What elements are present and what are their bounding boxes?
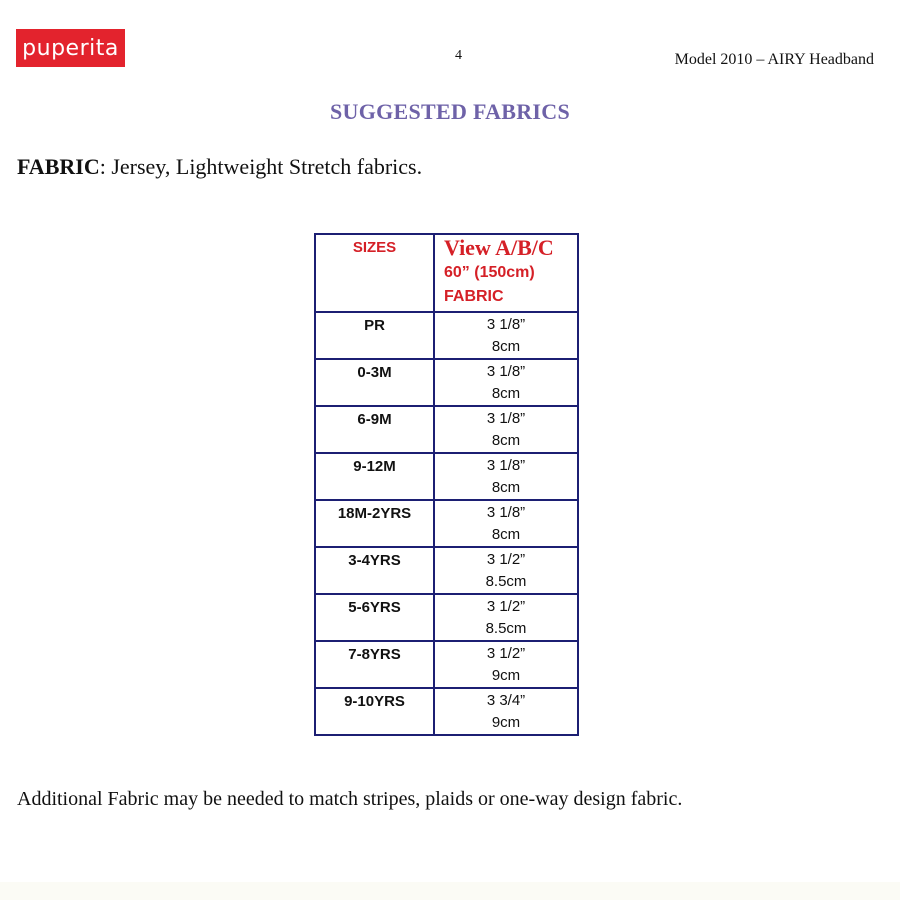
fabric-line: [17, 154, 422, 180]
measurement-cm: 8cm: [491, 526, 521, 543]
section-title: SUGGESTED FABRICS: [329, 99, 571, 124]
header-fabric-width: 60” (150cm): [444, 264, 535, 281]
size-cell: 9-10YRS: [315, 688, 434, 735]
header-sizes: SIZES: [315, 234, 434, 312]
table-row: [315, 547, 578, 594]
measurement-cell: [434, 406, 578, 453]
measurement-cell: [434, 688, 578, 735]
table-row: [315, 500, 578, 547]
measurement-cm: 9cm: [491, 714, 521, 731]
table-row: [315, 641, 578, 688]
measurement-cm: 9cm: [491, 667, 521, 684]
table-row: [315, 594, 578, 641]
measurement-cell: [434, 547, 578, 594]
size-cell: 0-3M: [315, 359, 434, 406]
size-cell: 9-12M: [315, 453, 434, 500]
size-cell: 3-4YRS: [315, 547, 434, 594]
measurement-cell: [434, 359, 578, 406]
measurement-inches: 3 1/8”: [486, 363, 526, 380]
fabric-label: FABRIC: [17, 154, 100, 179]
header-fabric-label: FABRIC: [444, 288, 504, 305]
page-number: 4: [455, 48, 462, 63]
table-row: [315, 359, 578, 406]
fabric-text: : Jersey, Lightweight Stretch fabrics.: [99, 154, 423, 179]
measurement-inches: 3 1/2”: [486, 645, 526, 662]
size-cell: 18M-2YRS: [315, 500, 434, 547]
measurement-inches: 3 3/4”: [486, 692, 526, 709]
measurement-cell: [434, 500, 578, 547]
size-cell: 5-6YRS: [315, 594, 434, 641]
measurement-inches: 3 1/8”: [486, 504, 526, 521]
measurement-inches: 3 1/8”: [486, 410, 526, 427]
measurement-inches: 3 1/8”: [486, 316, 526, 333]
sizes-table: [314, 233, 579, 736]
measurement-cm: 8cm: [491, 479, 521, 496]
table-row: [315, 312, 578, 359]
measurement-cm: 8cm: [491, 385, 521, 402]
measurement-cm: 8.5cm: [485, 620, 527, 637]
table-header-row: [315, 234, 578, 312]
measurement-cm: 8.5cm: [485, 573, 527, 590]
header-view-title: View A/B/C: [444, 235, 554, 260]
size-cell: PR: [315, 312, 434, 359]
table-row: [315, 688, 578, 735]
measurement-cell: [434, 641, 578, 688]
measurement-cm: 8cm: [491, 338, 521, 355]
measurement-cell: [434, 594, 578, 641]
size-cell: 6-9M: [315, 406, 434, 453]
measurement-inches: 3 1/8”: [486, 457, 526, 474]
model-title: Model 2010 – AIRY Headband: [674, 51, 874, 68]
header-view: [434, 234, 578, 312]
measurement-cell: [434, 453, 578, 500]
measurement-cm: 8cm: [491, 432, 521, 449]
size-cell: 7-8YRS: [315, 641, 434, 688]
table-row: [315, 406, 578, 453]
table-row: [315, 453, 578, 500]
footer-strip: [0, 882, 900, 900]
measurement-inches: 3 1/2”: [486, 551, 526, 568]
measurement-inches: 3 1/2”: [486, 598, 526, 615]
additional-fabric-note: Additional Fabric may be needed to match stripes, plaids or one-way design fabric.: [17, 788, 683, 810]
measurement-cell: [434, 312, 578, 359]
brand-logo: puperita: [16, 29, 125, 67]
